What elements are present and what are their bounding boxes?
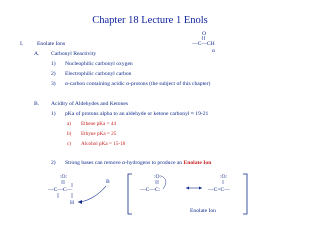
section-heading: Enolate Ions [37, 41, 66, 47]
sub-b-text: Acidity of Aldehydes and Ketones [51, 101, 129, 107]
slide-title: Chapter 18 Lecture 1 Enols [92, 15, 208, 26]
item-1-text: Nucleophilic carbonyl oxygen [65, 61, 133, 67]
structure-chain: —C—CH [192, 41, 215, 47]
left-oxygen: :O: [60, 174, 68, 180]
item-3-num: 3) [51, 81, 56, 87]
item-2-num: 2) [51, 71, 56, 77]
item-b1-num: 1) [51, 111, 56, 117]
hydrogen-label: H [70, 200, 75, 206]
section-number: I. [20, 41, 24, 47]
mechanism-diagram [40, 170, 285, 222]
subitem-a-letter: a) [67, 121, 72, 127]
item-1-num: 1) [51, 61, 56, 67]
structure-alpha: α [212, 48, 215, 54]
subitem-c-letter: c) [67, 141, 72, 147]
base-label: B [106, 179, 110, 185]
sub-a-text: Carbonyl Reactivity [51, 51, 97, 57]
carbonyl-structure [188, 29, 232, 55]
subitem-b-text: Ethyne pKa = 25 [81, 131, 117, 137]
item-b1-text: pKa of protons alpha to an aldehyde or ketone carbonyl ≈ 19-21 [65, 111, 209, 117]
subitem-a-text: Ethene pKa = 44 [81, 121, 117, 127]
item-b2-text [65, 160, 211, 167]
subitem-b-letter: b) [67, 131, 72, 137]
item-b2-body: Strong bases can remove α-hydrogens to produce an [65, 160, 184, 166]
enolate-ion-highlight: Enolate Ion [183, 160, 212, 166]
right-oxygen: :O: [220, 174, 228, 180]
mid-chain: —C—C: [140, 187, 161, 193]
left-chain: —C—C— [48, 187, 73, 193]
enolate-caption: Enolate Ion [190, 208, 216, 214]
right-chain: —C=C— [208, 187, 230, 193]
sub-b-letter: B. [34, 101, 40, 107]
mid-oxygen: :O: [154, 174, 162, 180]
sub-a-letter: A. [34, 51, 40, 57]
structure-oxygen: O [202, 31, 207, 37]
item-3-text: α-carbon containing acidic α-protons (the subject of this chapter) [65, 81, 211, 87]
item-2-text: Electrophilic carbonyl carbon [65, 71, 132, 77]
subitem-c-text: Alcohol pKa = 15-18 [81, 141, 126, 147]
item-b2-num: 2) [51, 160, 56, 166]
